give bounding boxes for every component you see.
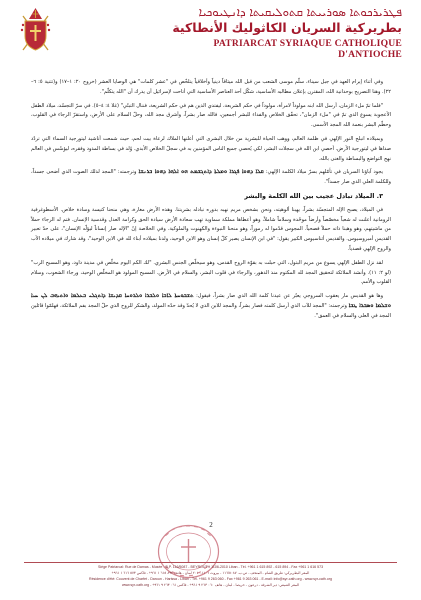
syriac-quote: ܩܠܐ ܕܗܘܐ ܦܓܪܐ ܘܡܠܬܐ ܕܐܬܓܫܡܬ ܗܘ ܐܠܗܐ ܕܗܘܐ ܒܪܢܫܐ xyxy=(138,169,264,176)
paragraph: وفي أثناء إبرام العهد في جبل سيناء، سلّم موسى الشعب من قبل الله ميثاقاً دينياً وأخلاقياً يتلخّص في "عشر كلمات" هي الوصايا العشر (خروج ٢٠: ١–١٧) و(تثنية ٥: ٦–٢٢). وهنا التصريح بوحدانية الله، المقترن بإعلان مطالبه الأساسية، شكّل أحد العناصر الأساسية التي أتاحت لإسرائيل أن يدرك أن "الله يتكلّم". xyxy=(31,79,391,95)
footer-summer-residence-fr: Résidence d'été: Couvent de Charfet - Daroun - Harissa - Liban - Tél. +961 9 263 060 - Fax +961 9 263 061 - E-mail: info@syr-cath.org - www.syr-cath.org xyxy=(89,577,332,581)
header-arabic-title: بطريركية السريان الكاثوليك الأنطاكية xyxy=(172,20,402,35)
paragraph-text: وترجمته: "المجد لذلك الصوت الذي أضحى جسداً، وللكلمة العلي الذي صار جسداً". xyxy=(31,169,391,186)
footer-summer-residence-ar: المقر الصيفي: دير الشرفة - درعون - حريصا - لبنان - هاتف ٠٦٠ ٢٦٣ ٩ ٩٦١+ - فاكس ٠٦١ ٢٦٣ ٩ ٩٦١+ - www.syr-cath.org xyxy=(121,583,300,587)
section-heading: ٣. الميلاد تبادل عجيب بين الله الكلمة والبشر xyxy=(244,191,383,200)
footer-divider xyxy=(24,562,397,563)
footer-address-fr: Siège Patriarcal: Rue de Damas - Musée - B.P. 116/5087 - BEYROUTH 1106-2010 Liban - Tél. +961 1 615 892 - 615 894 - Fax +961 1 616 573 xyxy=(97,565,324,569)
paragraph-with-syriac-quote xyxy=(31,292,391,321)
paragraph-text: وترجمته: "المجد للآب الذي أرسل كلمته فصار بشراً، والمجد للابن الذي لا يُحدّ وقد حدّه المولد، والشكر للروح الذي حلّ المجد بفم الملائكة، فهلمّوا قائلين المجد في العلى والسلام في العمق". xyxy=(31,302,391,319)
paragraph-text: وها هو القديس مار يعقوب السروجي يعبّر عن عيدنا كلمة الله الذي صار بشراً، فيقول: xyxy=(196,293,384,300)
page-number: 2 xyxy=(209,521,213,529)
syriac-quote: ܬܫܒܘܚܬܐ ܠܐܒܐ ܘܠܒܪܐ ܘܠܪܘܚܐ ܩܕܝܫܐ ܕܐܬܓܠܝ ܒܥܠܡܐ ܘܐܬܝܗܒ ܠܢ ܚܝܐ ܘܫܠܡܐ ܘܣܒܪܐ ܛܒܐ xyxy=(31,293,391,309)
paragraph: وبميلاده انبلج النور الإلهي في ظلمة العالم، ووهب الحياة للبشرية من خلال البشرى التي أعلنها الملاك لرعاة بيت لحم، حيث شمعت أناشيد ليتورجية السماء التي تردّد صداها في ليتورجية الأرض. أحصي ابن الله في سجلات البشر، لكي يُحصي جميع الناس المؤمنين به في سجلّ الخلاص الأبدي. وُلد في بساطة المذود وفقره، ليؤسّس في العالم نهج التواضع والبساطة والغنى بالله. xyxy=(31,135,391,162)
header-latin-title-line2: D'ANTIOCHE xyxy=(338,49,402,60)
footer-address-ar: المقر البطريركي: طريق الشام - المتحف - ص.ب. ١١٦/٥٠٨٧ - بيروت ١١٠٦-٢٠١٠ لبنان - هاتف ٨٩٢ ٦١٥ ١ ٩٦١+ - فاكس ٥٧٣ ٦١٦ ١ ٩٦١+ xyxy=(111,571,310,575)
header-latin-title-line1: PATRIARCAT SYRIAQUE CATHOLIQUE xyxy=(213,38,402,49)
patriarchal-coat-of-arms-icon xyxy=(19,6,52,53)
paragraph-with-syriac-quote xyxy=(31,168,391,188)
header-syriac-title: ܦܛܪܝܪܟܘܬܐ ܣܘܪܝܝܬܐ ܩܬܘܠܝܩܝܬܐ ܕܐܢܛܝܘܟܝܐ xyxy=(198,5,402,19)
paragraph: لقد نزل الطفل الإلهي يسوع من مريم البتول، التي حبلت به بقوّة الروح القدس، وهو سيخلّص الجنس البشري. "لك الكم اليوم مخلّص في مدينة داود، وهو المسيح الرب" (لو ٢: ١١). وأنشد الملائكة لتحقيق المجد لله المكتوم منذ الدهور، والرجاء في قلوب البشر، والسلام في الأرض. المسيح المولود هو المخلّص الوحيد، ورجاء الشعوب، وسلام القلوب والأمم. xyxy=(31,259,391,286)
letter-body xyxy=(31,78,391,326)
paragraph-text: يجود آباؤنا السريان في تأمّلهم بسرّ ميلاد الكلمة الإلهي: xyxy=(265,169,383,176)
paragraph: في الميلاد، يصبح الإله المتجسّد بشراً، يهبنا ألوهيته، ونحن بشخص مريم نهبه بدوره نبادله بشريتنا. وهذه الأرض مغارة، وهي منحنا كنيسة وسادة خلاص. الأسطوغرفية الرومانية أعلنت له شعباً مخصّصاً وأرضاً موحّدة وسلاماً شاملاً، وهو أعطاها مملكة سماوية تهب سعادة الأرض سيادة الحق وكرامة العدل وقدسية الإنسان. فتم له الرجاء حملاً من ماشيتهم، وهو وهبنا ذاته حملاً فصحياً. المجوس قدّموا له رموزاً، وهو منحنا النبوءة والكهنوت والملوكية. وفي الخلاصة إنّ "الإله صار إنساناً ليؤلّه الإنسان"، على حدّ تعبير القديس أمبروسيوس. والقديس أثناسيوس الكبير يقول: "في ابن الإنسان يصير كلّ إنسان وهو الابن الوحيد، ولدنا بميلاده أبناء لله في الابن الوحيد"، وقد شارك في ميلاده الأب والروح الإلهي قصدياً. xyxy=(31,206,391,252)
paragraph: "فلما تمّ ملء الزمان، أرسل الله ابنه مولوداً لامرأة، مولوداً في حكم الشريعة، ليفتدي الذين هم في حكم الشريعة، فننال التبنّي" (غلا ٤: ٤–٥). في سرّ التجسّد، ميلاد الطفل الأعجوبة يسوع الذي تمّ في "ملء الزمان"، تحقّق الخلاص والفداء للبشر أجمعين، فالله صار بشراً، وأشرق مجد الله، وحلّ السلام على الأرض، واستقرّ الرجاء في القلوب، وحطّم البشر بنعمة الله المجد الأسمى. xyxy=(31,102,391,129)
